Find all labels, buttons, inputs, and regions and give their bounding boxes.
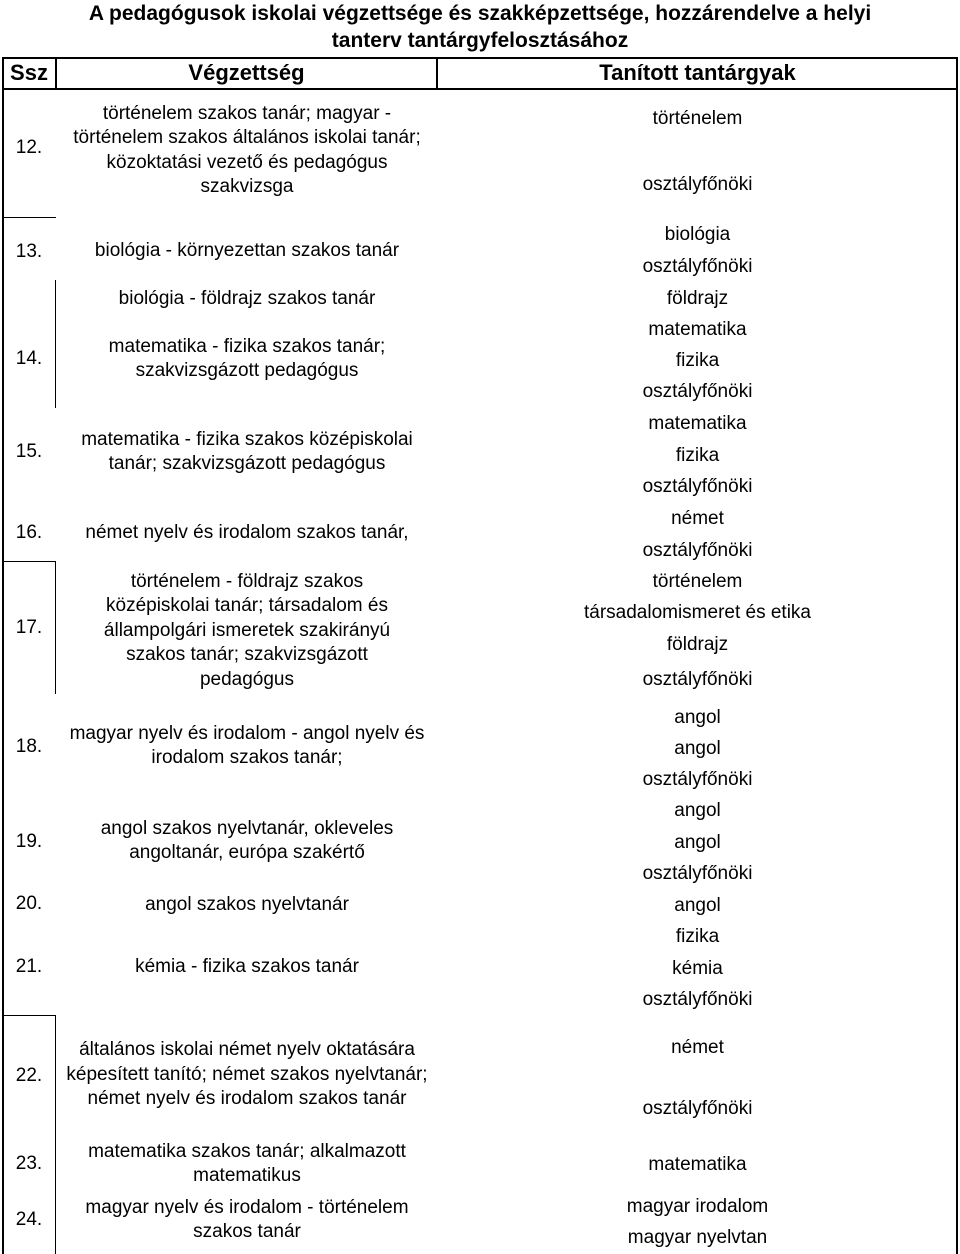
row-separator <box>2 561 56 562</box>
subject-item: osztályfőnöki <box>642 381 753 402</box>
subject-item: magyar irodalom <box>626 1196 769 1217</box>
page-title <box>0 0 960 54</box>
subject-item: matematika <box>648 319 747 340</box>
column-divider-1 <box>55 57 57 90</box>
ssz-cell: 14. <box>15 347 43 369</box>
vegzettseg-cell: magyar nyelv és irodalom - történelem szakos tanár <box>85 1196 409 1242</box>
subject-item: biológia <box>664 224 731 245</box>
ssz-cell: 19. <box>15 830 43 852</box>
column-divider-2 <box>436 57 438 90</box>
vegzettseg-cell: angol szakos nyelvtanár, okleveles angoltanár, európa szakértő <box>100 817 394 863</box>
subject-item: osztályfőnöki <box>642 769 753 790</box>
ssz-cell: 18. <box>15 735 43 757</box>
subject-item: német <box>671 508 724 529</box>
vegzettseg-cell: magyar nyelv és irodalom - angol nyelv és irodalom szakos tanár; <box>69 722 425 768</box>
title-line-1: A pedagógusok iskolai végzettsége és szakképzettsége, hozzárendelve a helyi <box>88 2 872 25</box>
header-tantargyak: Tanított tantárgyak <box>599 60 796 85</box>
vegzettseg-cell: matematika - fizika szakos középiskolai tanár; szakvizsgázott pedagógus <box>81 428 413 474</box>
subject-item: angol <box>674 895 721 916</box>
subject-item: földrajz <box>666 288 729 309</box>
subject-item: kémia <box>672 958 723 979</box>
subject-item: matematika <box>648 413 747 434</box>
subject-item: angol <box>674 707 721 728</box>
subject-item: angol <box>674 800 721 821</box>
subject-item: földrajz <box>666 634 729 655</box>
subject-item: osztályfőnöki <box>642 863 753 884</box>
title-line-2: tanterv tantárgyfelosztásához <box>331 29 629 52</box>
vegzettseg-cell: általános iskolai német nyelv oktatására képesített tanító; német szakos nyelvtanár; német nyelv és irodalom szakos tanár <box>66 1039 428 1110</box>
subject-item: társadalomismeret és etika <box>583 602 812 623</box>
subject-item: történelem <box>652 571 743 592</box>
ssz-cell: 21. <box>15 955 43 977</box>
subject-item: osztályfőnöki <box>642 989 753 1010</box>
vegzettseg-cell: biológia - földrajz szakos tanár <box>118 287 376 309</box>
subject-item: történelem <box>652 108 743 129</box>
header-ssz: Ssz <box>10 60 48 85</box>
subject-item: angol <box>674 738 721 759</box>
vegzettseg-cell: biológia - környezettan szakos tanár <box>94 239 400 261</box>
subject-item: magyar nyelvtan <box>627 1227 768 1248</box>
subject-item: német <box>671 1037 724 1058</box>
vegzettseg-cell: történelem - földrajz szakos középiskolai tanár; társadalom és állampolgári ismeretek szakirányú szakos tanár; szakvizsgázott pedagógus <box>103 570 391 690</box>
subject-item: angol <box>674 832 721 853</box>
subject-item: osztályfőnöki <box>642 540 753 561</box>
table-top-border <box>2 57 958 59</box>
ssz-cell: 17. <box>15 616 43 638</box>
ssz-cell: 13. <box>15 240 43 262</box>
subject-item: osztályfőnöki <box>642 1098 753 1119</box>
vegzettseg-cell: matematika szakos tanár; alkalmazott matematikus <box>88 1140 406 1186</box>
ssz-cell: 23. <box>15 1152 43 1174</box>
subject-item: osztályfőnöki <box>642 669 753 690</box>
subject-item: osztályfőnöki <box>642 476 753 497</box>
ssz-cell: 16. <box>15 521 43 543</box>
row-separator <box>2 217 56 218</box>
vegzettseg-cell: matematika - fizika szakos tanár; szakvizsgázott pedagógus <box>108 335 386 381</box>
subject-item: osztályfőnöki <box>642 256 753 277</box>
ssz-cell: 12. <box>15 136 43 158</box>
ssz-cell: 15. <box>15 440 43 462</box>
vegzettseg-cell: kémia - fizika szakos tanár <box>135 955 359 977</box>
subject-item: matematika <box>648 1154 747 1175</box>
vegzettseg-cell: angol szakos nyelvtanár <box>145 893 349 915</box>
subject-item: fizika <box>675 350 720 371</box>
vegzettseg-cell: történelem szakos tanár; magyar - történelem szakos általános iskolai tanár; közoktatási vezető és pedagógus szakvizsga <box>73 102 421 197</box>
subject-item: fizika <box>675 926 720 947</box>
ssz-cell: 22. <box>15 1064 43 1086</box>
header-vegzettseg: Végzettség <box>188 60 305 85</box>
subject-item: fizika <box>675 445 720 466</box>
ssz-cell: 20. <box>15 892 43 914</box>
vegzettseg-cell: német nyelv és irodalom szakos tanár, <box>85 521 409 543</box>
header-bottom-border <box>2 88 958 90</box>
ssz-cell: 24. <box>15 1208 43 1230</box>
subject-item: osztályfőnöki <box>642 174 753 195</box>
row-separator <box>2 1015 56 1016</box>
